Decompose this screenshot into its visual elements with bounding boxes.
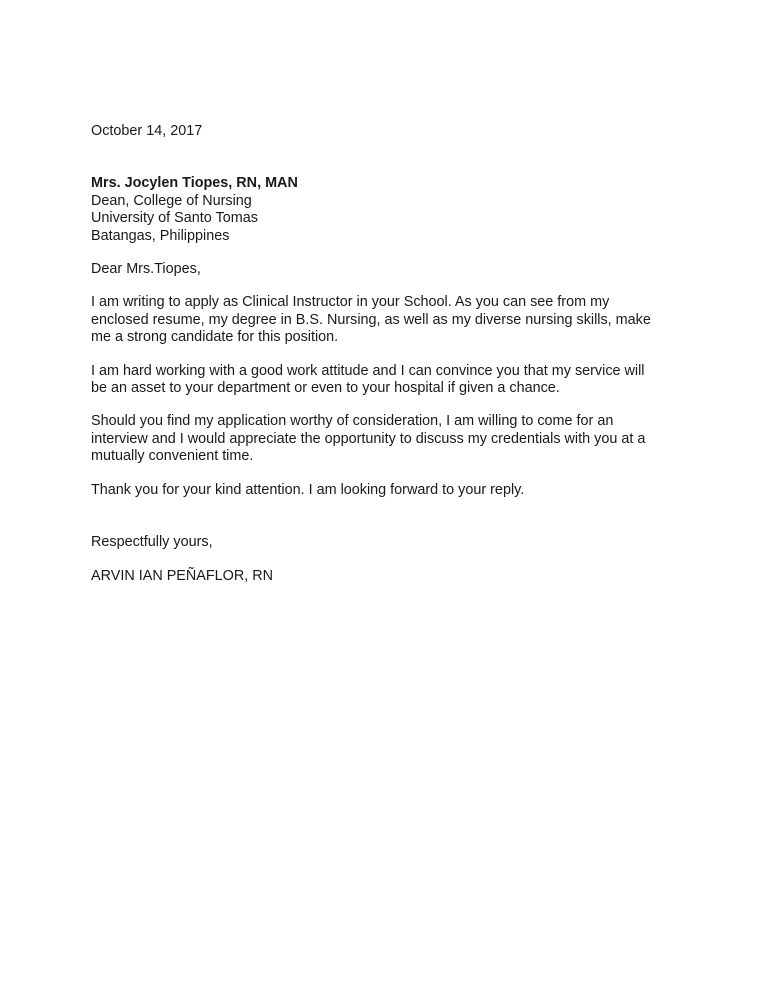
closing: Respectfully yours, — [91, 534, 213, 551]
signature-name: ARVIN IAN PEÑAFLOR, RN — [91, 567, 274, 584]
recipient-name: Mrs. Jocylen Tiopes, RN, MAN — [91, 175, 298, 192]
body-paragraph: Should you find my application worthy of consideration, I am willing to come for an interview and I would appreciate the opportunity to discuss my credentials with you at a mutually convenient time. — [91, 413, 646, 465]
cover-letter — [91, 123, 691, 585]
recipient-title: Dean, College of Nursing — [91, 192, 252, 209]
recipient-institution: University of Santo Tomas — [91, 210, 258, 227]
recipient-address-block — [91, 175, 691, 245]
letter-date: October 14, 2017 — [91, 123, 203, 139]
body-paragraph: I am hard working with a good work attitude and I can convince you that my service will be an asset to your department or even to your hospital if given a chance. — [91, 362, 645, 397]
salutation: Dear Mrs.Tiopes, — [91, 261, 201, 278]
body-paragraph: Thank you for your kind attention. I am looking forward to your reply. — [91, 481, 525, 498]
body-paragraph: I am writing to apply as Clinical Instructor in your School. As you can see from my enclosed resume, my degree in B.S. Nursing, as well as my diverse nursing skills, make me a strong candidate for this position. — [91, 294, 651, 346]
recipient-location: Batangas, Philippines — [91, 227, 230, 244]
